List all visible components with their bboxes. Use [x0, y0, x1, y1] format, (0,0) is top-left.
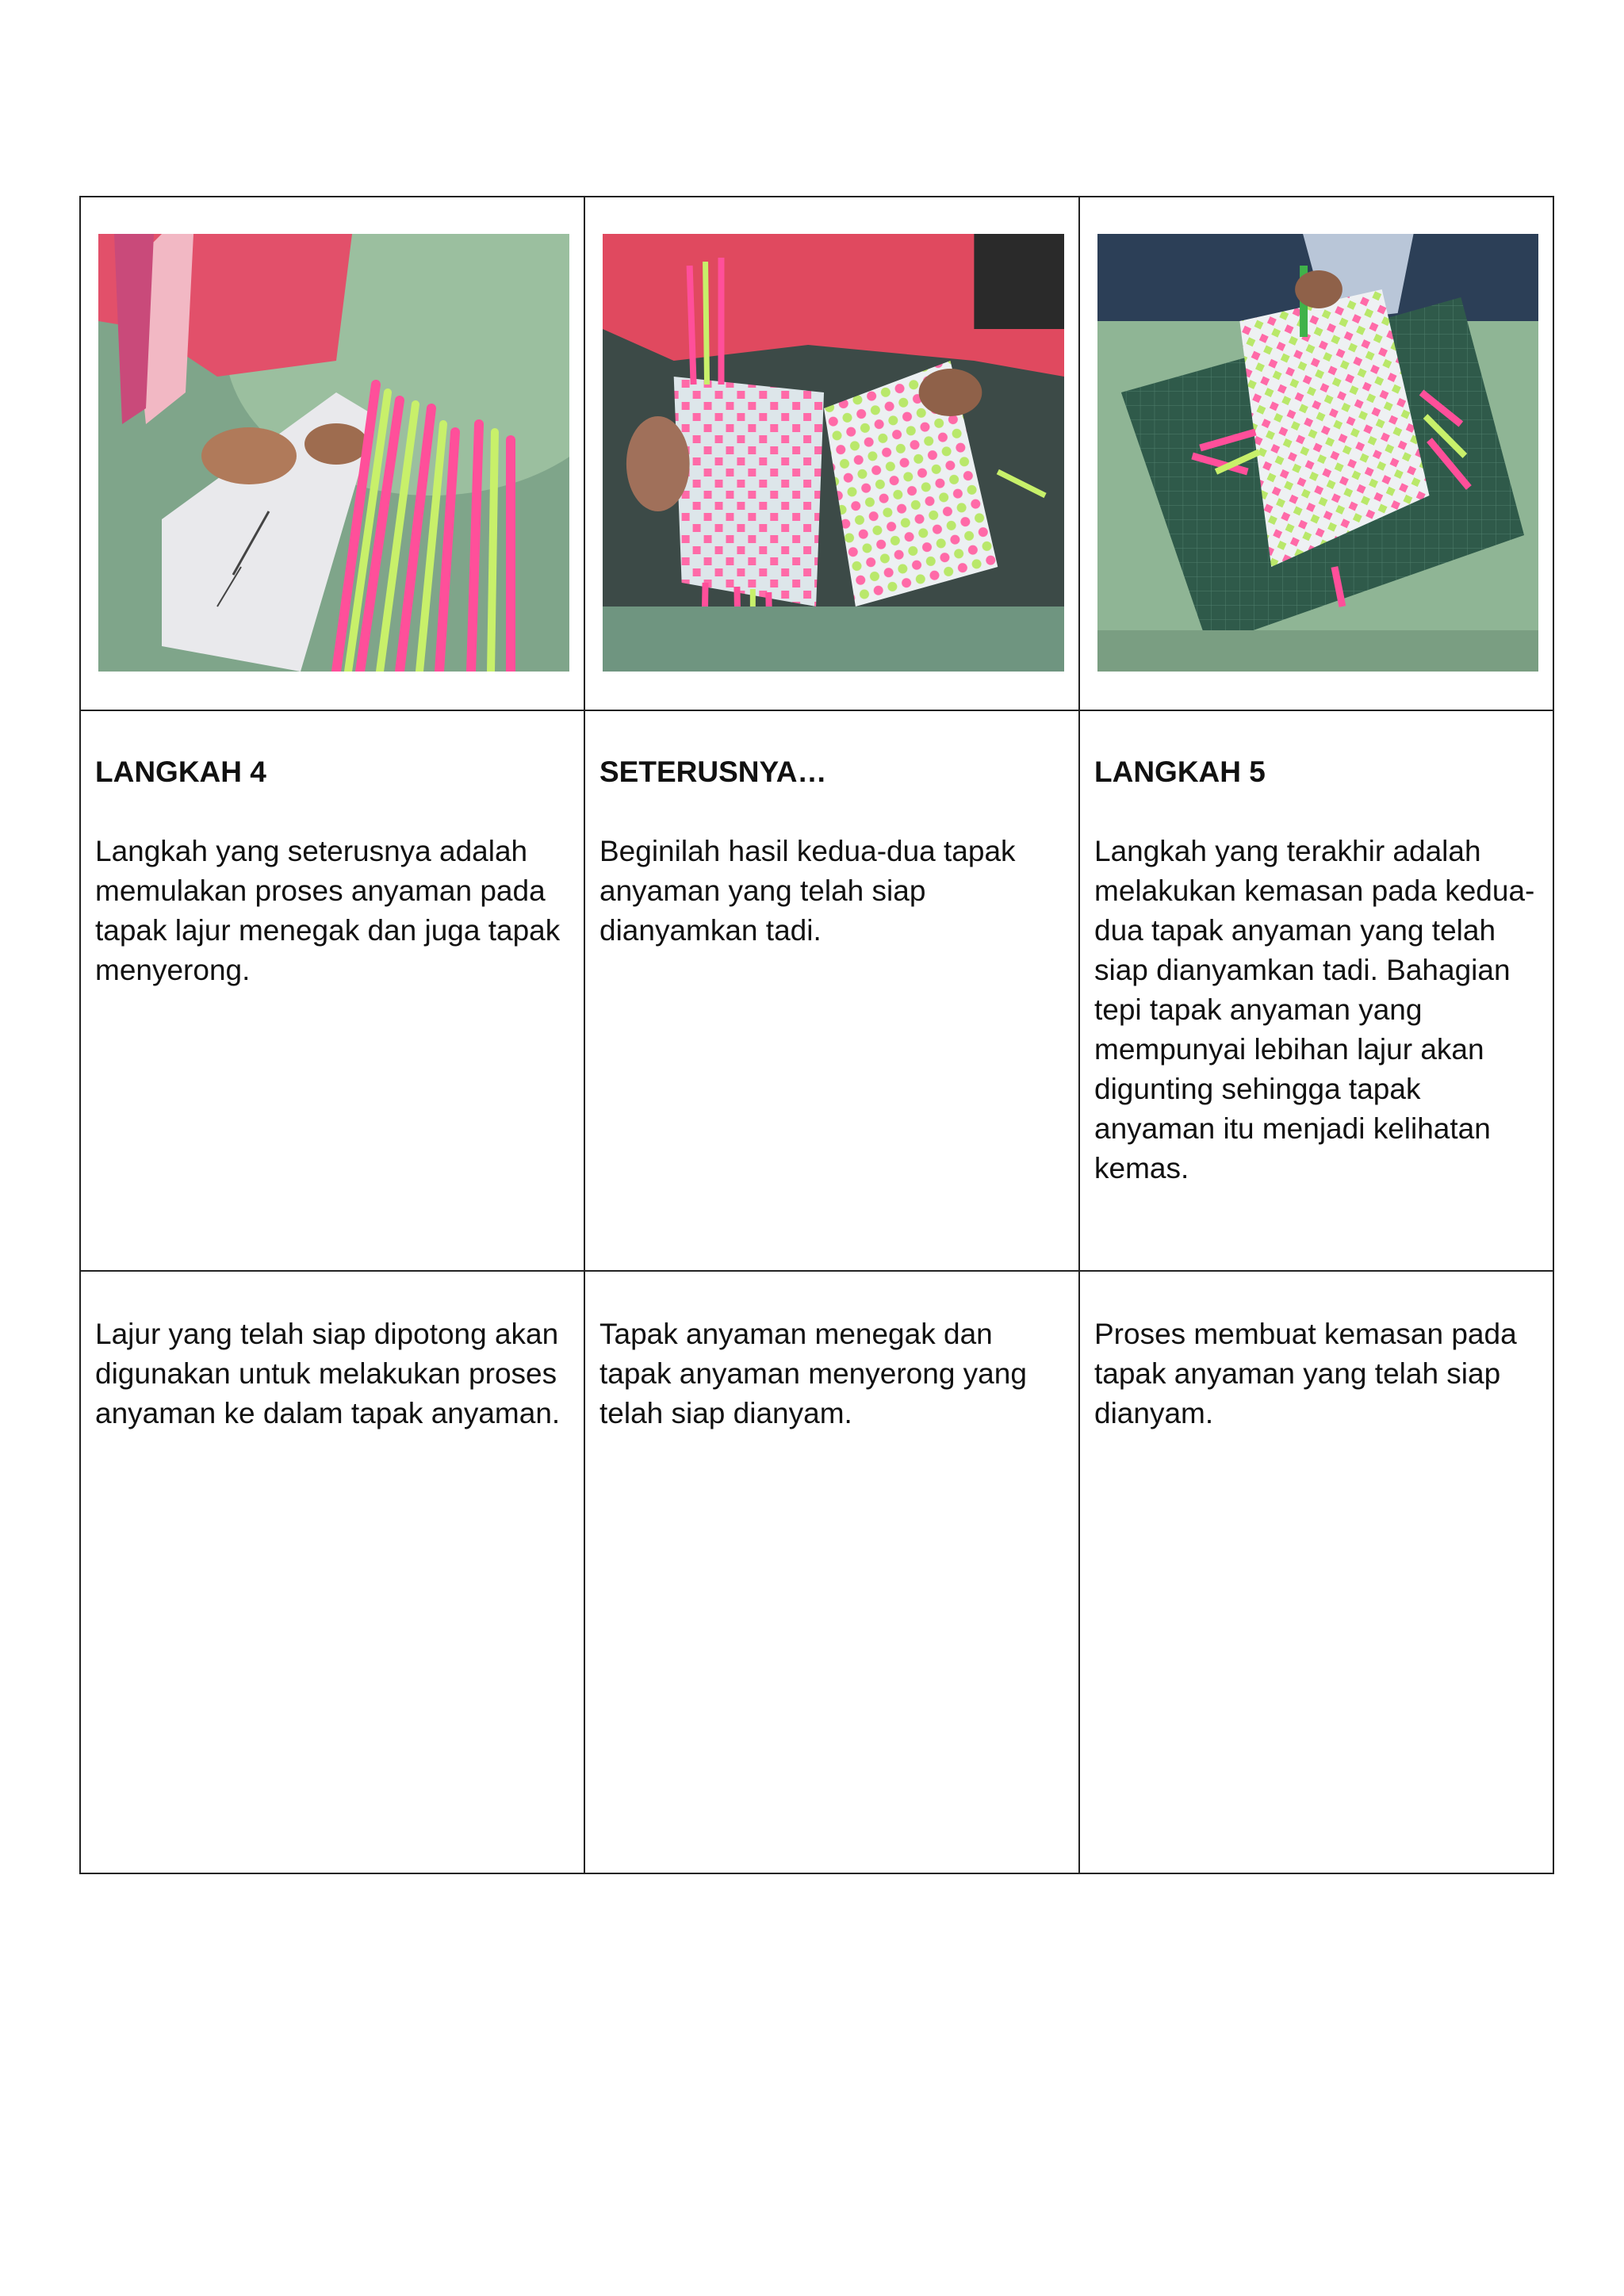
- step-heading: LANGKAH 5: [1094, 756, 1266, 788]
- photo-woven-mats: [603, 234, 1064, 672]
- description-cell-1: [80, 710, 584, 1271]
- step-description: Beginilah hasil kedua-dua tapak anyaman yang telah siap dianyamkan tadi.: [599, 835, 1016, 947]
- photo-caption: Proses membuat kemasan pada tapak anyaman yang telah siap dianyam.: [1094, 1318, 1517, 1429]
- caption-row: [80, 1271, 1553, 1873]
- photo-row: [80, 197, 1553, 710]
- step-heading: SETERUSNYA…: [599, 756, 827, 788]
- description-cell-2: [584, 710, 1079, 1271]
- photo-trimming-edges: [1097, 234, 1538, 672]
- description-cell-3: [1079, 710, 1553, 1271]
- photo-caption: Lajur yang telah siap dipotong akan digunakan untuk melakukan proses anyaman ke dalam tapak anyaman.: [95, 1318, 561, 1429]
- step-heading: LANGKAH 4: [95, 756, 266, 788]
- photo-cell-step-5: [1079, 197, 1553, 710]
- photo-cutting-strips: [98, 234, 569, 672]
- photo-cell-step-4: [80, 197, 584, 710]
- step-description: Langkah yang terakhir adalah melakukan kemasan pada kedua-dua tapak anyaman yang telah siap dianyamkan tadi. Bahagian tepi tapak anyaman yang mempunyai lebihan lajur akan digunting sehingga tapak anyaman itu menjadi kelihatan kemas.: [1094, 835, 1535, 1184]
- steps-table: [79, 196, 1554, 1874]
- caption-cell-1: [80, 1271, 584, 1873]
- step-description: Langkah yang seterusnya adalah memulakan proses anyaman pada tapak lajur menegak dan juga tapak menyerong.: [95, 835, 561, 986]
- caption-cell-2: [584, 1271, 1079, 1873]
- photo-caption: Tapak anyaman menegak dan tapak anyaman menyerong yang telah siap dianyam.: [599, 1318, 1027, 1429]
- description-row: [80, 710, 1553, 1271]
- caption-cell-3: [1079, 1271, 1553, 1873]
- photo-cell-results: [584, 197, 1079, 710]
